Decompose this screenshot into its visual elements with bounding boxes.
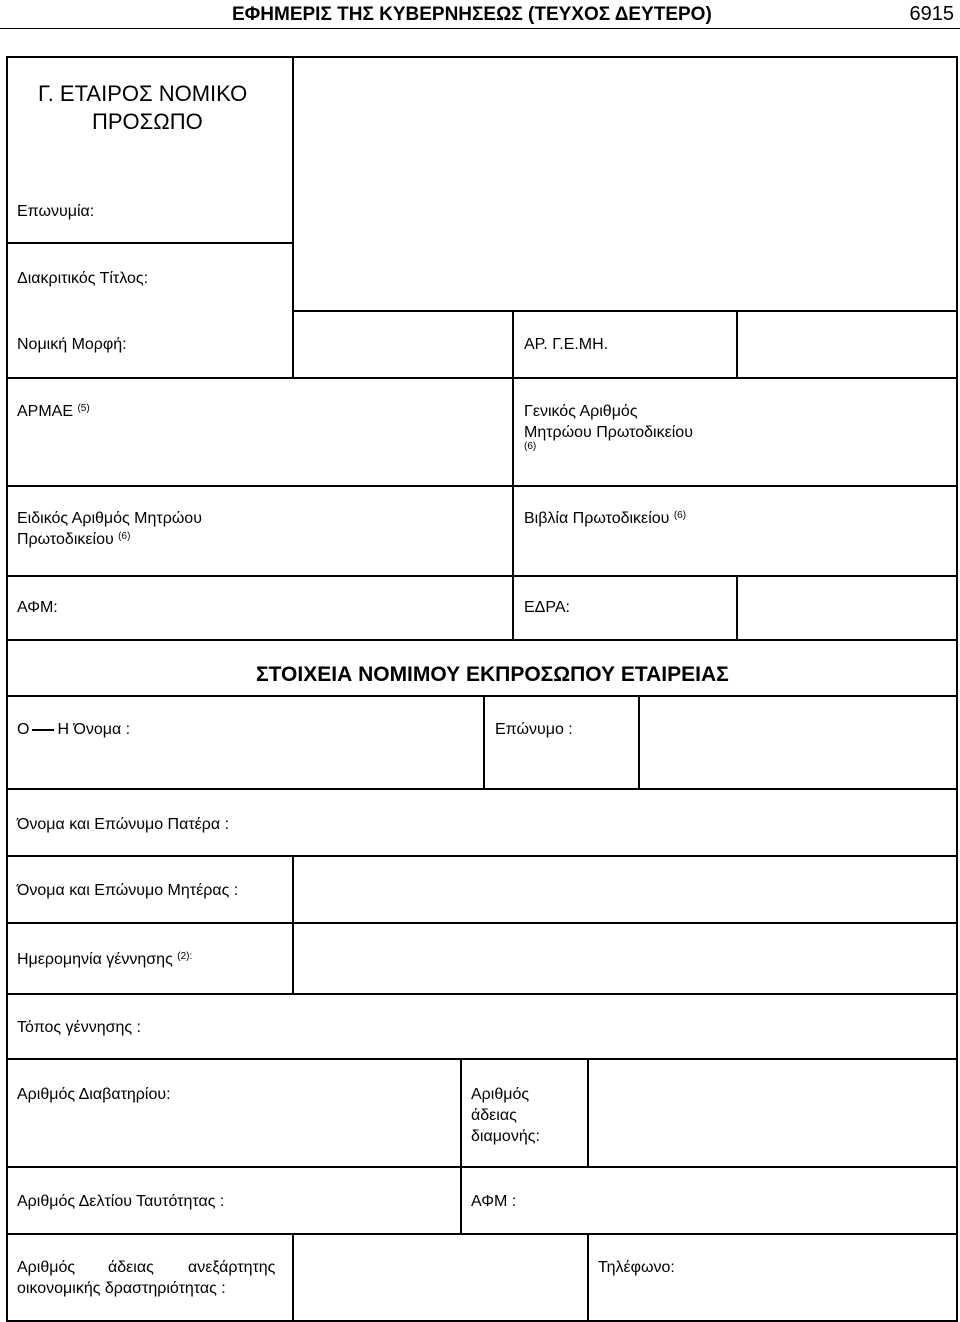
eidikos-arithmos-label: Πρωτοδικείου $^{(6)}$ (17, 531, 131, 548)
residence-permit-label: Αριθμός (471, 1086, 530, 1103)
business-permit-label: οικονομικής δραστηριότητας : (17, 1280, 226, 1297)
afm-label: ΑΦΜ : (471, 1193, 517, 1210)
id-card-label: Αριθμός Δελτίου Ταυτότητας : (17, 1193, 225, 1210)
representative-section-title: ΣΤΟΙΧΕΙΑ ΝΟΜΙΜΟΥ ΕΚΠΡΟΣΩΠΟΥ ΕΤΑΙΡΕΙΑΣ (256, 663, 729, 686)
phone-label: Τηλέφωνο: (598, 1259, 675, 1276)
eidikos-arithmos-label: Ειδικός Αριθμός Μητρώου (17, 510, 202, 527)
afm-label: ΑΦΜ: (17, 599, 58, 616)
vivlia-protodikeiou-label: Βιβλία Πρωτοδικείου $^{(6)}$ (524, 510, 687, 527)
section-title: Γ. ΕΤΑΙΡΟΣ ΝΟΜΙΚΟ (38, 81, 248, 106)
running-header (0, 0, 960, 29)
footnote-ref: (6) (673, 510, 687, 521)
birth-date-label: Ημερομηνία γέννησης $^{(2):}$ (17, 951, 193, 968)
section-title: ΠΡΟΣΩΠΟ (92, 109, 203, 134)
business-permit-label: ανεξάρτητης (188, 1259, 276, 1276)
page-number: 6915 (909, 3, 954, 25)
passport-label: Αριθμός Διαβατηρίου: (17, 1086, 171, 1103)
footnote-ref: (5) (77, 403, 90, 414)
footnote-ref: (6) (524, 441, 537, 452)
residence-permit-label: άδειας (471, 1107, 517, 1124)
geniko-arithmos-label: Μητρώου Πρωτοδικείου (524, 424, 693, 441)
business-permit-label: Αριθμός (17, 1259, 76, 1276)
gender-name-label (17, 719, 130, 740)
onoma-label: Όνομα : (73, 721, 131, 738)
footnote-ref: (6) (118, 531, 131, 542)
gazette-title: ΕΦΗΜΕΡΙΣ ΤΗΣ ΚΥΒΕΡΝΗΣΕΩΣ (ΤΕΥΧΟΣ ΔΕΥΤΕΡΟ) (232, 4, 712, 25)
o-option: Ο (17, 721, 30, 738)
residence-permit-label: διαμονής: (471, 1128, 540, 1145)
footnote-ref: (2): (177, 951, 193, 962)
edra-label: ΕΔΡΑ: (524, 599, 570, 616)
i-option: Η (57, 721, 70, 738)
nomiki-morfi-label: Νομική Μορφή: (17, 336, 127, 353)
miteras-label: Όνομα και Επώνυμο Μητέρας : (17, 882, 239, 899)
diakritikos-titlos-label: Διακριτικός Τίτλος: (17, 270, 149, 287)
business-permit-label: άδειας (108, 1259, 154, 1276)
armae-label: ΑΡΜΑΕ $^{(5)}$ (17, 403, 90, 420)
eponymo-label: Επώνυμο : (495, 721, 573, 738)
pateras-label: Όνομα και Επώνυμο Πατέρα : (17, 816, 230, 833)
ar-gemi-label: ΑΡ. Γ.Ε.ΜΗ. (524, 336, 609, 353)
eponymia-label: Επωνυμία: (17, 203, 95, 220)
geniko-arithmos-label: Γενικός Αριθμός (524, 403, 638, 420)
birth-place-label: Τόπος γέννησης : (17, 1019, 141, 1036)
